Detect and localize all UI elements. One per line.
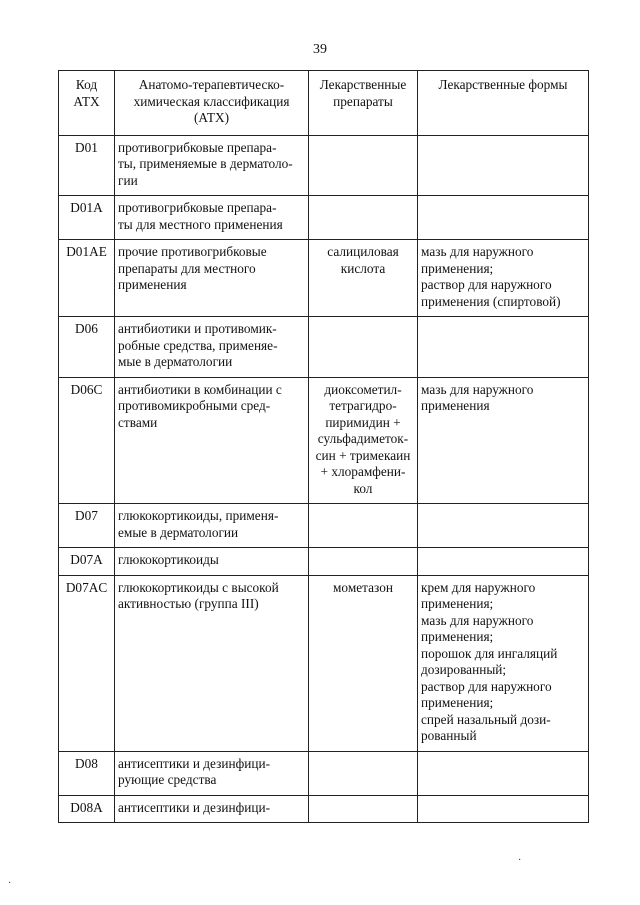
row-forms	[418, 548, 589, 576]
row-drugs	[309, 504, 418, 548]
atx-classification-table	[58, 70, 589, 823]
table-row	[59, 575, 589, 751]
row-drugs	[309, 196, 418, 240]
row-forms	[418, 196, 589, 240]
table-row	[59, 240, 589, 317]
table-row	[59, 135, 589, 196]
header-classification: Анатомо-терапевтическо- химическая классификация (АТХ)	[115, 71, 309, 136]
row-drugs	[309, 795, 418, 823]
row-code: D01	[59, 135, 115, 196]
row-code: D08	[59, 751, 115, 795]
row-classification: антибиотики в комбинации с противомикробными сред- ствами	[115, 377, 309, 504]
row-classification: антисептики и дезинфици- рующие средства	[115, 751, 309, 795]
row-forms	[418, 135, 589, 196]
row-classification: глюкокортикоиды с высокой активностью (группа III)	[115, 575, 309, 751]
row-forms	[418, 751, 589, 795]
row-classification: противогрибковые препара- ты, применяемые в дерматоло- гии	[115, 135, 309, 196]
table-row	[59, 504, 589, 548]
header-forms: Лекарственные формы	[418, 71, 589, 136]
table-header-row	[59, 71, 589, 136]
table-row	[59, 196, 589, 240]
row-drugs: салициловая кислота	[309, 240, 418, 317]
row-classification: прочие противогрибковые препараты для местного применения	[115, 240, 309, 317]
row-forms	[418, 795, 589, 823]
row-forms: мазь для наружного применения	[418, 377, 589, 504]
row-code: D06	[59, 317, 115, 378]
row-code: D01A	[59, 196, 115, 240]
row-drugs	[309, 548, 418, 576]
header-drugs: Лекарственные препараты	[309, 71, 418, 136]
row-classification: антисептики и дезинфици-	[115, 795, 309, 823]
row-code: D01AE	[59, 240, 115, 317]
row-forms: крем для наружного применения; мазь для наружного применения; порошок для ингаляций дозированный; раствор для наружного применения; спрей назальный дози- рованный	[418, 575, 589, 751]
row-classification: глюкокортикоиды	[115, 548, 309, 576]
row-code: D08A	[59, 795, 115, 823]
table-row	[59, 795, 589, 823]
row-forms: мазь для наружного применения; раствор для наружного применения (спиртовой)	[418, 240, 589, 317]
row-drugs	[309, 751, 418, 795]
table-row	[59, 377, 589, 504]
row-drugs	[309, 317, 418, 378]
table-row	[59, 317, 589, 378]
table-row	[59, 751, 589, 795]
scan-speck: ·	[518, 855, 522, 866]
scan-speck: ·	[8, 878, 12, 889]
row-drugs: мометазон	[309, 575, 418, 751]
page-number: 39	[313, 42, 327, 57]
row-code: D06C	[59, 377, 115, 504]
row-classification: антибиотики и противомик- робные средства, применяе- мые в дерматологии	[115, 317, 309, 378]
table-row	[59, 548, 589, 576]
row-code: D07A	[59, 548, 115, 576]
row-drugs	[309, 135, 418, 196]
row-forms	[418, 317, 589, 378]
header-code: Код АТХ	[59, 71, 115, 136]
row-code: D07	[59, 504, 115, 548]
row-drugs: диоксометил- тетрагидро- пиримидин + сульфадиметок- син + тримекаин + хлорамфени- кол	[309, 377, 418, 504]
row-code: D07AC	[59, 575, 115, 751]
row-classification: глюкокортикоиды, применя- емые в дерматологии	[115, 504, 309, 548]
row-forms	[418, 504, 589, 548]
row-classification: противогрибковые препара- ты для местного применения	[115, 196, 309, 240]
